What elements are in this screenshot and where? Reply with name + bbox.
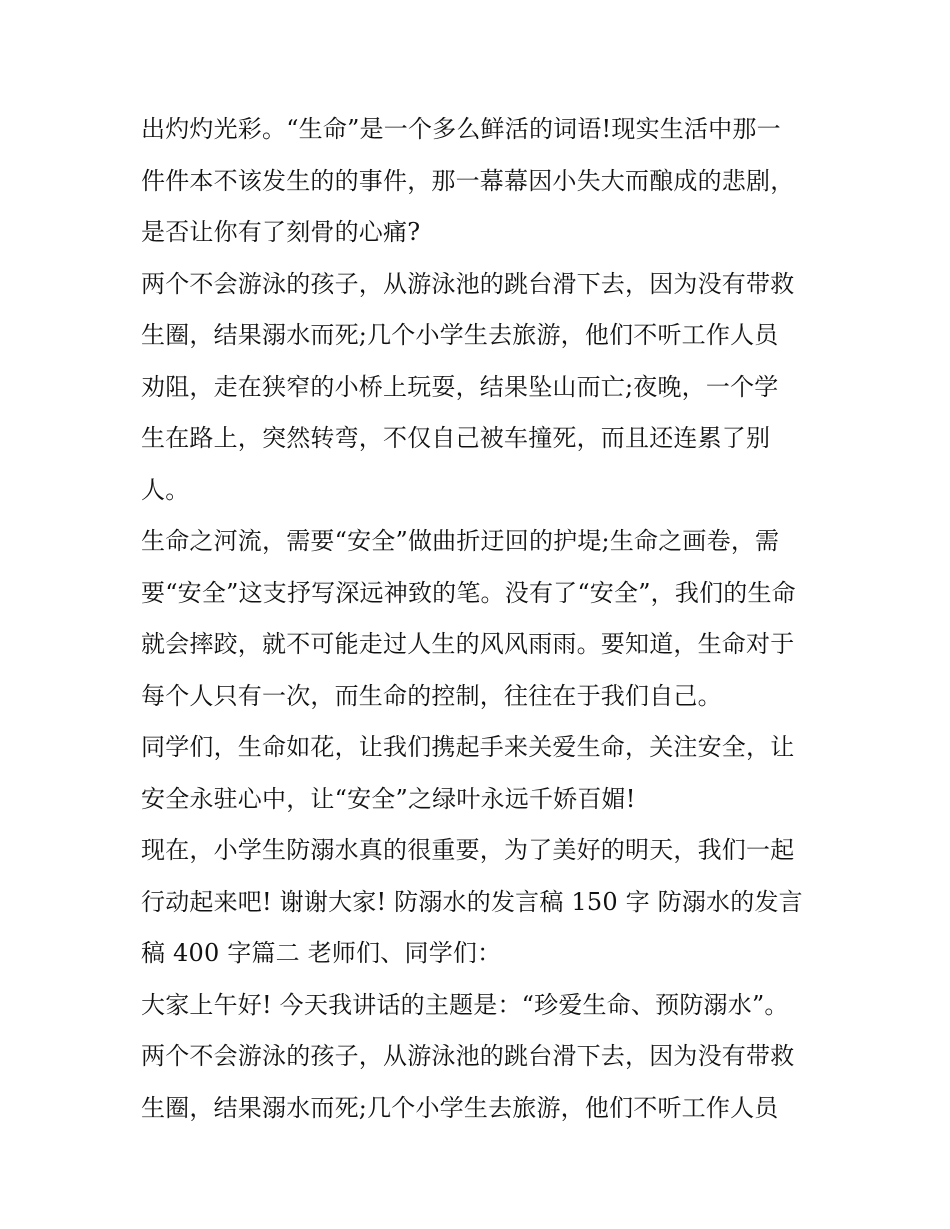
text-line: 出灼灼光彩。“生命”是一个多么鲜活的词语!现实生活中那一 (141, 115, 781, 143)
text-line: 生圈，结果溺水而死;几个小学生去旅游，他们不听工作人员 (141, 321, 779, 349)
text-line: 稿 400 字篇二 老师们、同学们： (141, 939, 502, 967)
text-line: 两个不会游泳的孩子，从游泳池的跳台滑下去，因为没有带救 (141, 1042, 795, 1070)
text-line: 劝阻，走在狭窄的小桥上玩耍，结果坠山而亡;夜晚，一个学 (141, 372, 779, 401)
text-line: 两个不会游泳的孩子，从游泳池的跳台滑下去，因为没有带救 (141, 269, 795, 298)
text-line: 现在，小学生防溺水真的很重要，为了美好的明天，我们一起 (141, 836, 795, 864)
text-line: 大家上午好! 今天我讲话的主题是：“珍爱生命、预防溺水”。 (141, 990, 789, 1019)
text-line: 行动起来吧! 谢谢大家! 防溺水的发言稿 150 字 防溺水的发言 (141, 887, 803, 916)
text-line: 是否让你有了刻骨的心痛? (141, 218, 421, 246)
text-line: 生命之河流，需要“安全”做曲折迂回的护堤;生命之画卷，需 (141, 527, 780, 555)
document-text (141, 104, 831, 1134)
text-line: 生圈，结果溺水而死;几个小学生去旅游，他们不听工作人员 (141, 1093, 779, 1122)
text-line: 人。 (141, 475, 190, 504)
text-line: 件件本不该发生的的事件，那一幕幕因小失大而酿成的悲剧， (141, 166, 795, 195)
text-line: 要“安全”这支抒写深远神致的笔。没有了“安全”，我们的生命 (141, 578, 796, 607)
text-line: 生在路上，突然转弯，不仅自己被车撞死，而且还连累了别 (141, 424, 771, 452)
text-line: 就会摔跤，就不可能走过人生的风风雨雨。要知道，生命对于 (141, 630, 795, 658)
text-line: 安全永驻心中，让“安全”之绿叶永远千娇百媚! (141, 784, 636, 813)
text-line: 同学们，生命如花，让我们携起手来关爱生命，关注安全，让 (141, 733, 795, 761)
text-line: 每个人只有一次，而生命的控制，往往在于我们自己。 (141, 681, 722, 710)
